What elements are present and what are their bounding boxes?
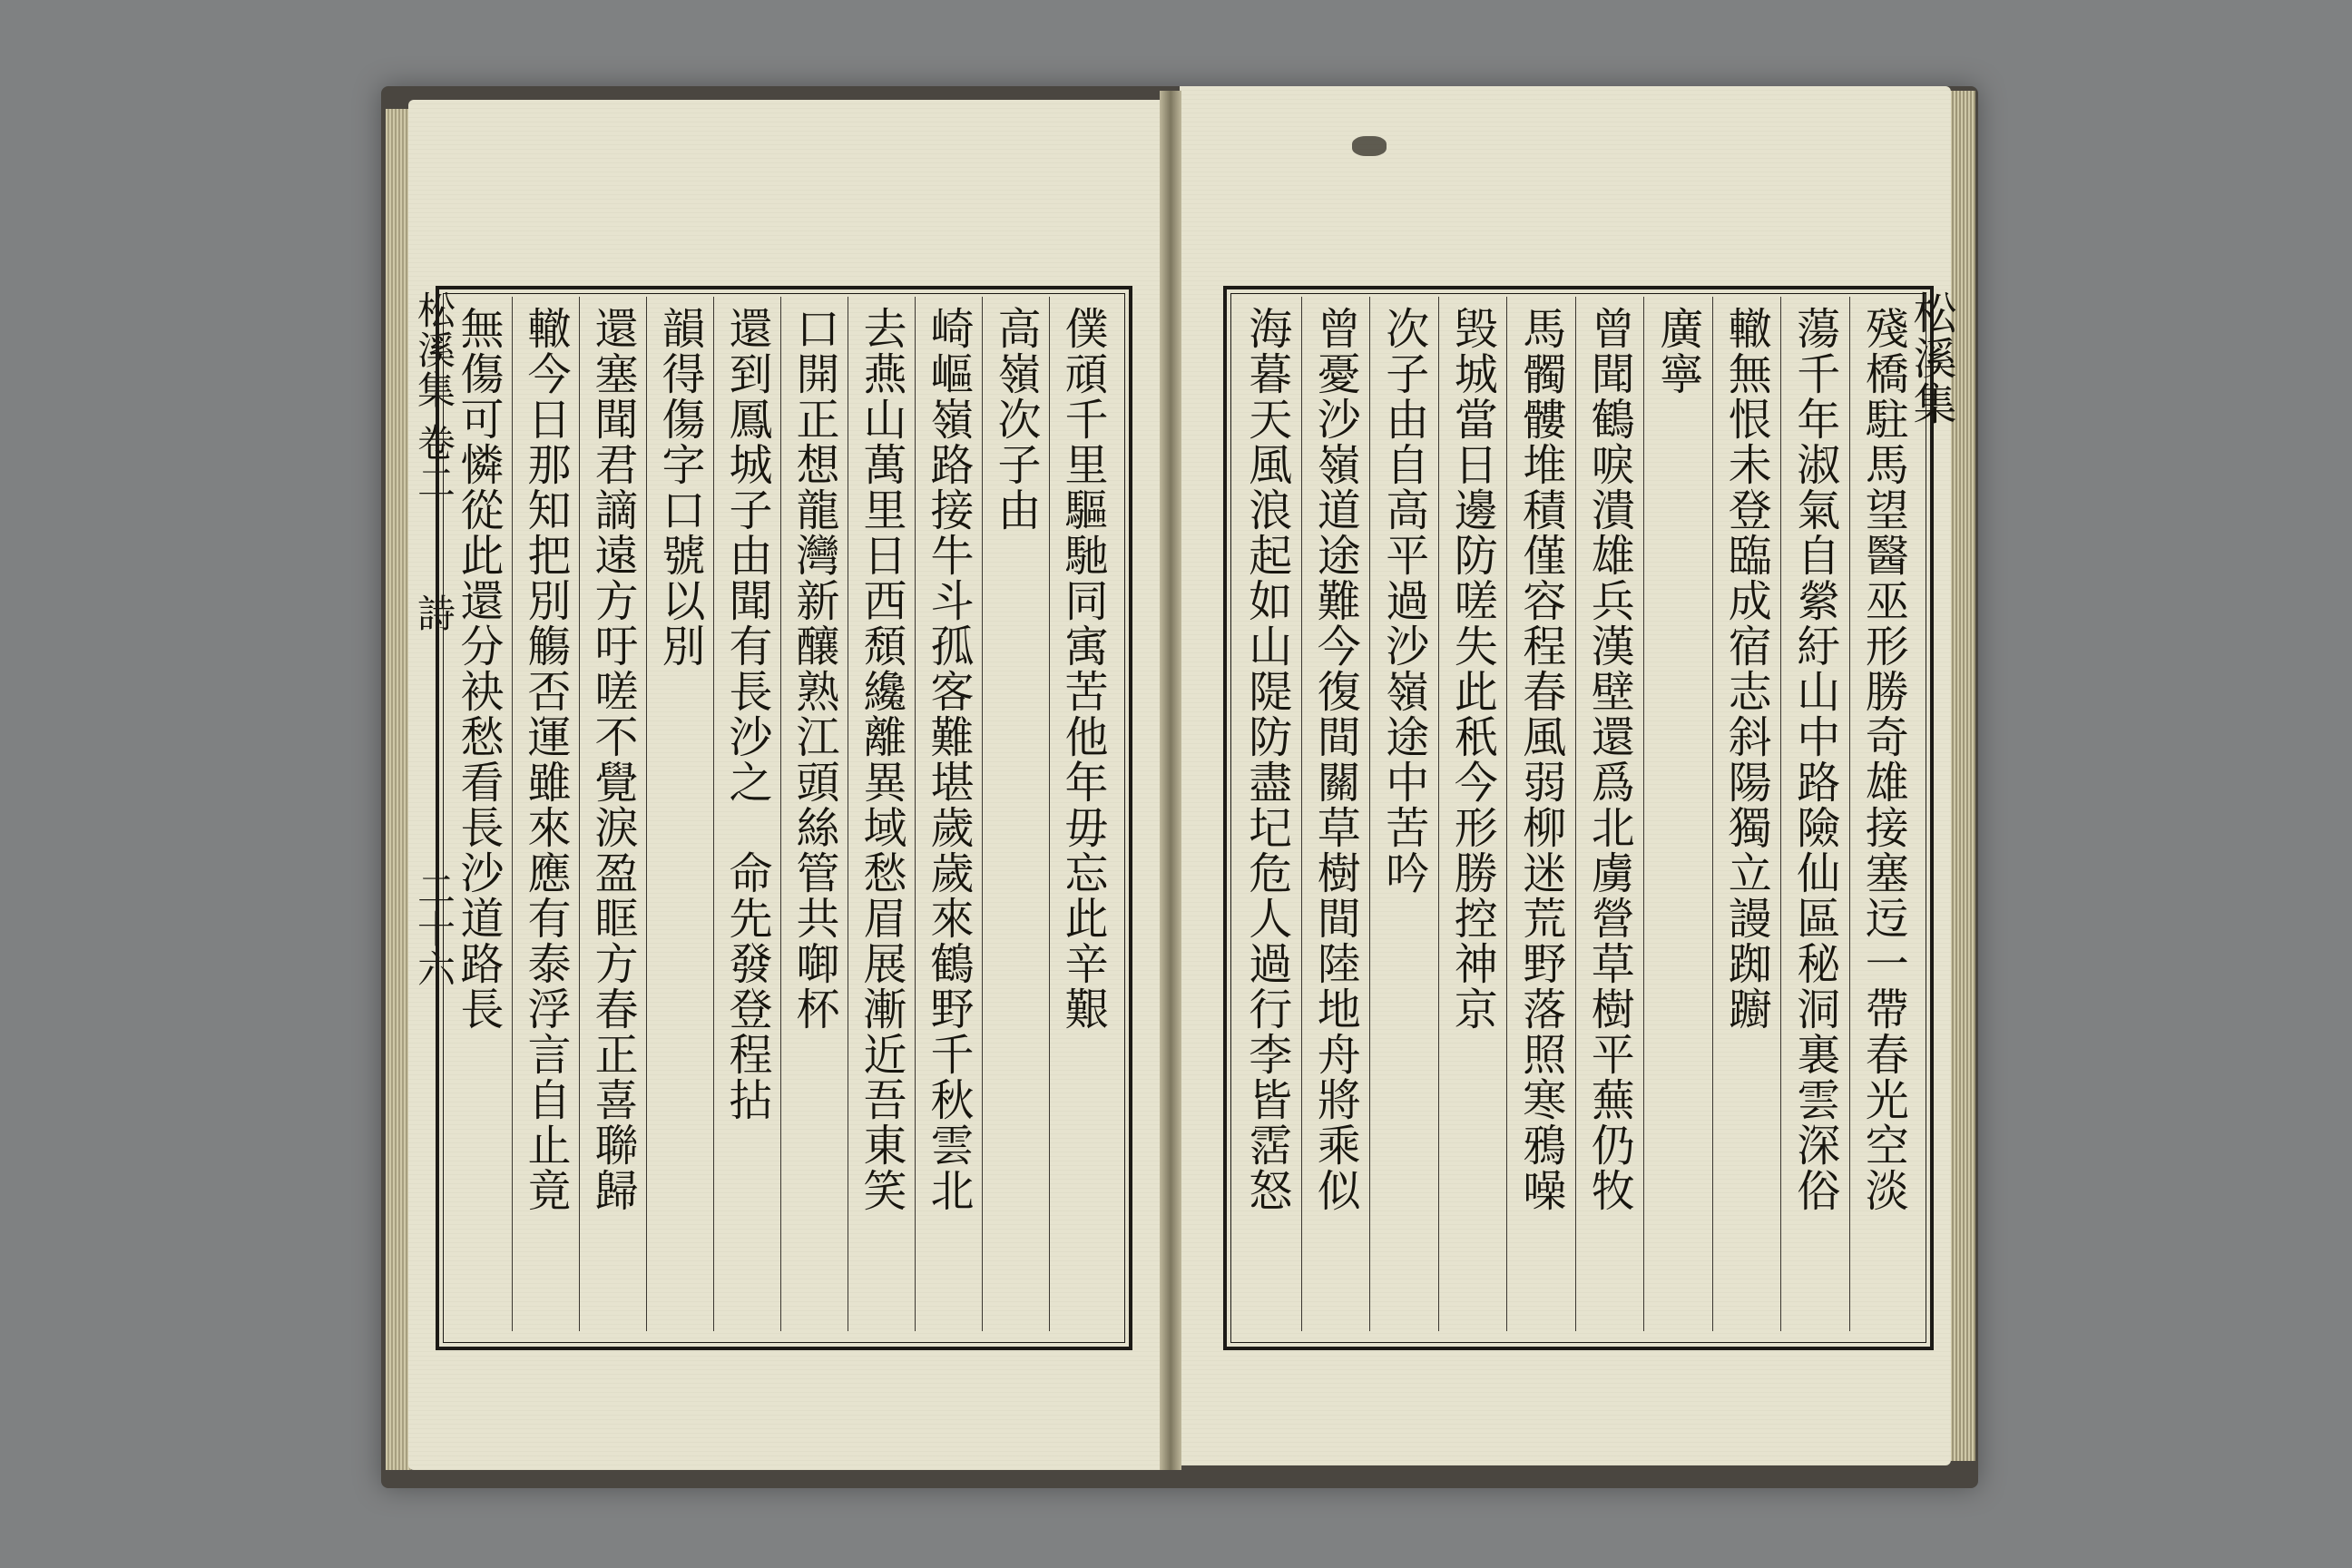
left-column-text: 去燕山萬里日西頹纔離異域愁眉展漸近吾東笑 [856,306,906,1213]
left-text-column [654,306,705,669]
left-text-column [1057,306,1108,1032]
left-column-rule [713,297,714,1331]
right-column-text: 轍無恨未登臨成宿志斜陽獨立謾踟躕 [1720,306,1772,1032]
right-text-column [1583,306,1634,1213]
left-column-text: 轍今日那知把別觴否運雖來應有泰浮言自止竟 [520,306,571,1213]
right-text-column [1446,306,1497,1032]
left-margin-section: 詩 [412,593,456,633]
left-column-text: 口開正想龍灣新釀熟江頭絲管共啣杯 [789,306,839,1032]
right-column-rule [1301,297,1302,1331]
left-text-column [923,306,974,1213]
right-column-text: 海暮天風浪起如山隄防盡圮危人過行李皆霑怒 [1240,306,1292,1213]
right-text-frame [1223,286,1934,1350]
left-column-text: 僕頑千里驅馳同㝢苦他年毋忘此辛艱 [1057,306,1108,1032]
left-text-column [789,306,839,1032]
right-column-rule [1438,297,1439,1331]
right-margin-title: 松溪集 [1906,290,1956,426]
right-text-column [1309,306,1360,1213]
right-column-text: 曾憂沙嶺道途難今復間關草樹間陸地舟將乘似 [1309,306,1361,1213]
right-margin-block [1906,290,1956,426]
left-column-rule [512,297,513,1331]
left-text-frame [436,286,1132,1350]
left-column-text: 韻得傷字口號以別 [654,306,705,669]
left-margin-title: 松溪集 [412,290,456,410]
ink-stain [1352,136,1387,156]
left-page-edges [386,109,411,1470]
left-column-rule [579,297,580,1331]
right-column-rule [1506,297,1507,1331]
left-column-rule [646,297,647,1331]
left-column-rule [982,297,983,1331]
right-text-column [1652,306,1703,397]
right-text-column [1857,306,1908,1213]
right-column-rule [1849,297,1850,1331]
right-column-text: 殘橋駐馬望醫巫形勝奇雄接塞迃一帶春光空淡 [1857,306,1909,1213]
left-margin-folio: 二十六 [412,869,456,989]
right-column-text: 馬髑髏堆積僅容程春風弱柳迷荒野落照寒鴉噪 [1514,306,1566,1213]
left-column-text: 無傷可憐從此還分袂愁看長沙道路長 [453,306,504,1032]
right-text-column [1720,306,1771,1032]
left-column-text: 還到鳳城子由聞有長沙之 命先發登程拈 [721,306,772,1122]
right-column-rule [1369,297,1370,1331]
left-text-column [990,306,1041,533]
left-column-rule [780,297,781,1331]
left-text-column [856,306,906,1213]
right-text-column [1378,306,1429,896]
left-column-text: 還塞聞君謫遠方吁嗟不覺淚盈眶方春正喜聯歸 [587,306,638,1213]
right-column-text: 廣寧 [1651,306,1703,397]
right-column-text: 毁城當日邊防嗟失此秖今形勝控神京 [1446,306,1498,1032]
right-column-rule [1575,297,1576,1331]
left-column-rule [1049,297,1050,1331]
left-text-column [520,306,571,1213]
right-column-rule [1780,297,1781,1331]
right-column-text: 次子由自高平過沙嶺途中苦吟 [1377,306,1429,896]
left-text-column [453,306,504,1032]
left-margin-volume: 卷二 [412,423,456,503]
right-text-column [1241,306,1292,1213]
book-gutter [1160,91,1181,1470]
left-column-text: 崎嶇嶺路接牛斗孤客難堪歲歲來鶴野千秋雲北 [923,306,974,1213]
right-column-text: 曾聞鶴唳潰雄兵漢壁還爲北虜營草樹平蕪仍牧 [1583,306,1635,1213]
right-text-column [1515,306,1566,1213]
right-text-column [1789,306,1840,1213]
right-column-text: 蕩千年淑氣自縈紆山中路險仙區秘洞裏雲深俗 [1788,306,1840,1213]
left-column-text: 高嶺次子由 [990,306,1041,533]
left-text-column [587,306,638,1213]
left-column-rule [915,297,916,1331]
left-text-column [721,306,772,1122]
right-column-rule [1712,297,1713,1331]
right-column-rule [1643,297,1644,1331]
